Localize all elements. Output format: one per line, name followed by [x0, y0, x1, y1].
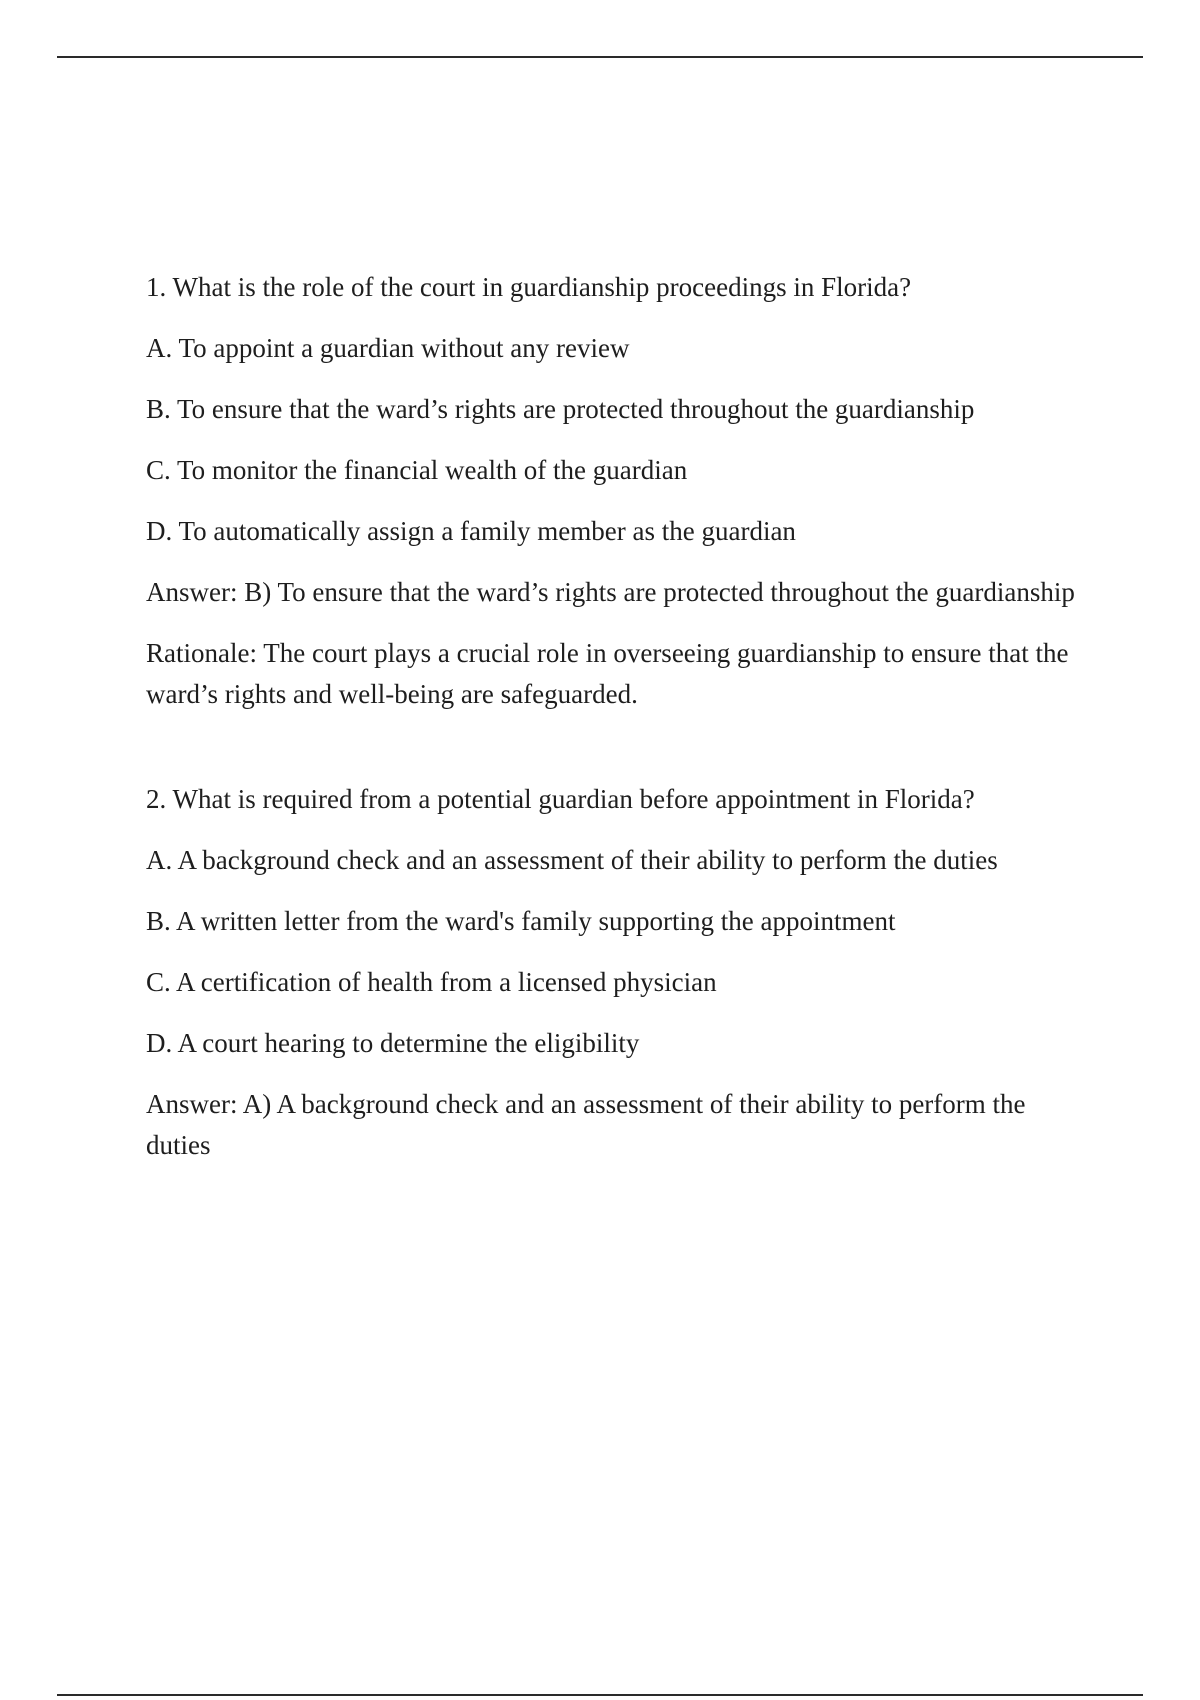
question-text: 1. What is the role of the court in guardianship proceedings in Florida?: [146, 272, 912, 302]
option-b: B. A written letter from the ward's family supporting the appointment: [146, 906, 896, 936]
top-divider: [57, 56, 1143, 58]
answer-text: Answer: A) A background check and an assessment of their ability to perform the duties: [146, 1089, 1026, 1160]
answer-text: Answer: B) To ensure that the ward’s rights are protected throughout the guardianship: [146, 577, 1075, 607]
document-body: [146, 267, 1086, 1186]
question-block-2: [146, 779, 1086, 1166]
question-block-1: [146, 267, 1086, 715]
bottom-divider: [57, 1694, 1143, 1696]
option-a: A. A background check and an assessment of their ability to perform the duties: [146, 845, 998, 875]
option-d: D. A court hearing to determine the eligibility: [146, 1028, 640, 1058]
option-d: D. To automatically assign a family member as the guardian: [146, 516, 796, 546]
option-b: B. To ensure that the ward’s rights are protected throughout the guardianship: [146, 394, 975, 424]
rationale-text: Rationale: The court plays a crucial role in overseeing guardianship to ensure that the ward’s rights and well-being are safeguarded.: [146, 638, 1069, 709]
question-text: 2. What is required from a potential guardian before appointment in Florida?: [146, 784, 975, 814]
option-c: C. A certification of health from a licensed physician: [146, 967, 717, 997]
option-a: A. To appoint a guardian without any review: [146, 333, 630, 363]
option-c: C. To monitor the financial wealth of the guardian: [146, 455, 688, 485]
